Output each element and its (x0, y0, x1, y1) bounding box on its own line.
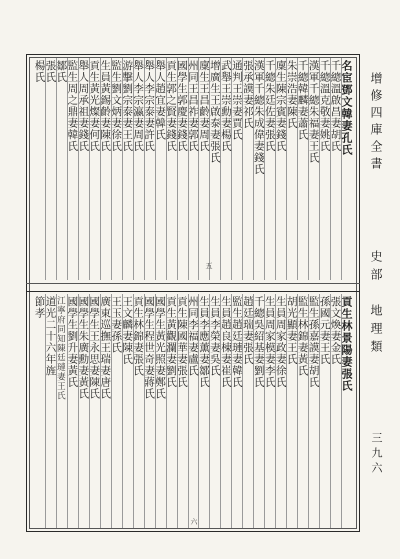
page-number: 三九六 (370, 432, 383, 477)
text-column: 監生孫嘉謨妻胡氏 (307, 296, 320, 388)
text-column: 國學生黃光照妻鄭氏 (154, 296, 167, 400)
text-column: 國學生朱廣勳妻黃氏 (77, 296, 90, 400)
gutter-line (26, 283, 360, 284)
text-column: 趙廷瑞妻張氏 (241, 296, 254, 365)
text-column: 漢軍千總朱成偉妻錢氏 (252, 60, 265, 175)
lower-block-mark: 六 (190, 518, 198, 526)
text-column: 監生劉文炳妻徐氏 (110, 60, 123, 152)
text-column: 舉人趙宜妻韓氏 (154, 60, 167, 141)
text-column: 江寧府同知陳廷璉妻王氏 (55, 296, 66, 401)
text-column: 監生趙廷璉妻韓氏 (230, 296, 243, 388)
text-column: 楊氏 (33, 60, 46, 83)
text-column: 孫國元妻王氏 (318, 296, 331, 365)
text-column: 貢生黃觀瀾妻劉氏 (165, 296, 178, 388)
text-column: 武舉王崇勳妻楊氏 (219, 60, 232, 152)
text-column: 貢生林錦妻張氏 (132, 296, 145, 377)
text-column: 生員周家政妻徐氏 (274, 296, 287, 388)
text-column: 生員周家模妻李氏 (263, 296, 276, 388)
text-column: 生員黃錫齡妻陳氏 (99, 60, 112, 152)
text-column: 增廣生王啟泰妻張氏 (208, 60, 221, 164)
text-column: 王文麟妻陳氏 (121, 296, 134, 365)
text-column: 州同王昌祚妻郭氏 (187, 60, 199, 152)
text-column: 張氏 (44, 60, 57, 83)
text-column: 游擊劉宗泰妻王氏 (121, 60, 134, 152)
text-column: 朱崇浩妻陳氏 (285, 60, 298, 129)
text-column: 國學生程世奇妻蔣氏 (143, 296, 156, 400)
text-column: 廣東巡撫王瑞妻唐氏 (99, 296, 112, 400)
text-column: 生員李應薰妻鄒氏 (197, 296, 210, 388)
text-column: 張文煥妻金氏 (329, 296, 342, 365)
text-column: 國學生王永思妻陳氏 (88, 296, 101, 400)
page-divider (26, 291, 360, 292)
text-column: 貢生郭之賢妻錢氏 (165, 60, 178, 152)
text-column: 生員李榮妻吳氏 (208, 296, 221, 377)
section-category: 史部 地理類 (369, 250, 383, 358)
text-column: 舉人李宗瀛妻周氏 (132, 60, 145, 152)
text-column: 節孝 (33, 296, 46, 319)
text-column: 貢生林景陽妻張氏 (340, 296, 354, 392)
text-column: 廩生陳宗賓妻錢氏 (274, 60, 287, 152)
text-column: 國學生劉升妻黃氏 (66, 296, 79, 388)
text-column: 名宦鄧文韓妻孔氏 (340, 60, 354, 156)
text-column: 千總韓麟妻蕭氏 (296, 60, 309, 141)
column-rule (56, 58, 57, 280)
text-column: 千總溫克敬妻姚氏 (318, 60, 331, 152)
text-column: 廩生王昌齡妻周氏 (197, 60, 210, 152)
text-column: 國學生郭慶妻錢氏 (176, 60, 189, 152)
text-column: 貢生陳國華妻張氏 (176, 296, 189, 388)
text-column: 王玉妻孫氏 (110, 296, 123, 354)
text-column: 監生周之鼎妻韓氏 (66, 60, 79, 152)
text-column: 生員趙良棟妻崔氏 (219, 296, 232, 388)
text-column: 道光二十六年旌 (44, 296, 57, 377)
text-column: 州同李福妻盧氏 (187, 296, 199, 377)
text-column: 貢生黃光燦妻何氏 (88, 60, 101, 152)
text-column: 監生林錦妻黃氏 (296, 296, 309, 377)
text-column: 張承謨妻祁氏 (241, 60, 254, 129)
text-column: 通判王崇妻賈氏 (230, 60, 243, 141)
text-column: 舉人李宗泰妻許氏 (143, 60, 156, 152)
text-column: 胡光顯妻王氏 (285, 296, 298, 365)
text-column: 千總溫啟昌妻胡氏 (329, 60, 342, 152)
text-column: 鄒氏 (55, 60, 68, 83)
text-column: 千總朱廷佐妻張氏 (263, 60, 276, 152)
text-column: 漢軍千總朱福妻王氏 (307, 60, 320, 164)
upper-block-mark: 五 (205, 262, 213, 270)
text-column: 舉人周承祖妻錢氏 (77, 60, 90, 152)
column-rule (45, 58, 46, 280)
text-column: 千總吳紹基妻劉氏 (252, 296, 265, 388)
book-title: 增修四庫全書 (369, 72, 383, 174)
